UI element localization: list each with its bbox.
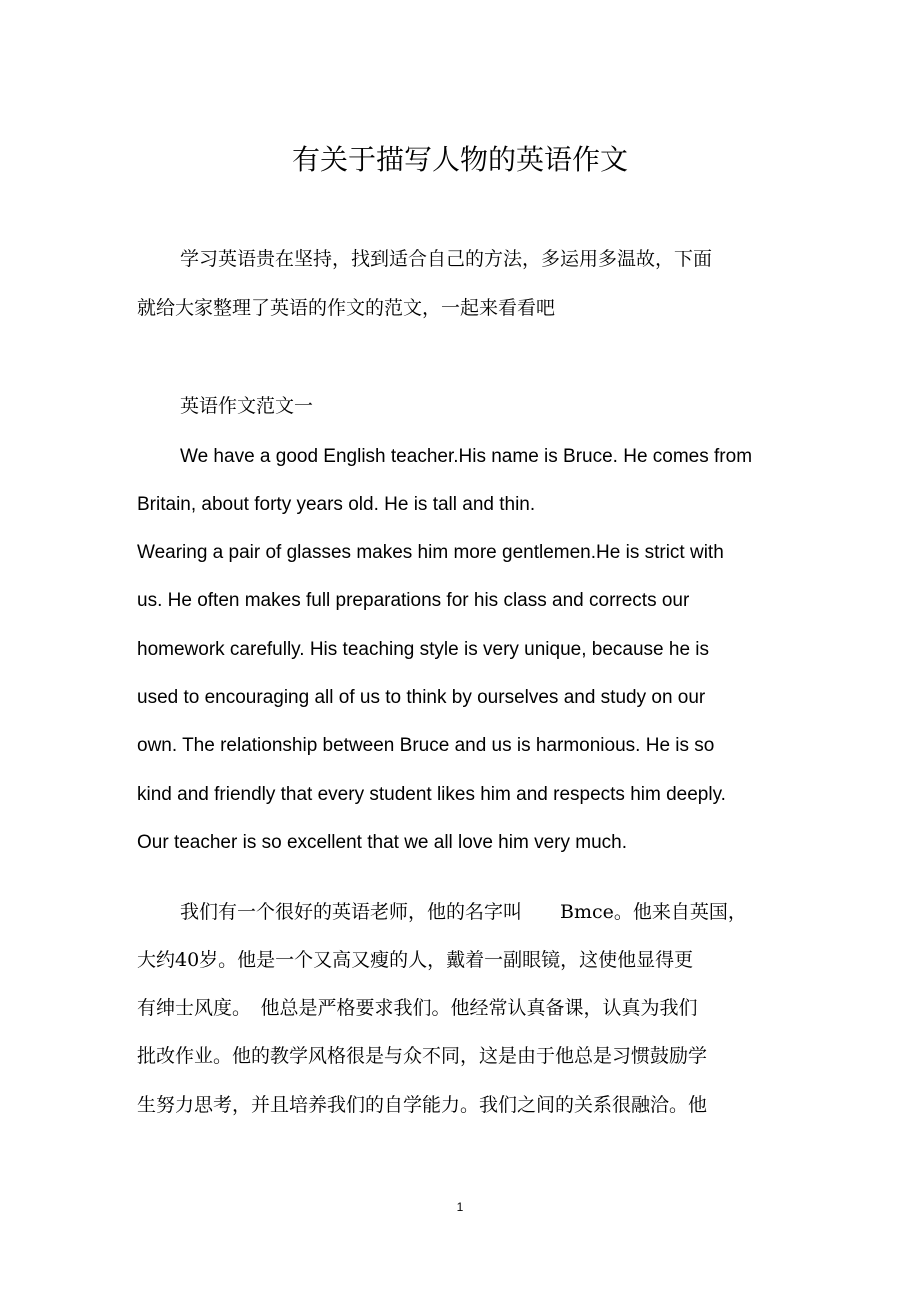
english-line-1: We have a good English teacher.His name is Bruce. He comes from: [180, 446, 753, 467]
intro-line-1: 学习英语贵在坚持，找到适合自己的方法，多运用多温故，下面: [180, 248, 713, 270]
page-number: 1: [456, 1200, 464, 1214]
chinese-line-4: 批改作业。他的教学风格很是与众不同，这是由于他总是习惯鼓励学: [137, 1045, 708, 1067]
chinese-line-2: 大约40岁。他是一个又高又瘦的人，戴着一副眼镜，这使他显得更: [137, 949, 694, 971]
english-line-5: homework carefully. His teaching style is very unique, because he is: [137, 639, 710, 660]
intro-line-2: 就给大家整理了英语的作文的范文，一起来看看吧: [137, 297, 556, 319]
english-line-4: us. He often makes full preparations for his class and corrects our: [137, 590, 690, 611]
chinese-line-3: 有绅士风度。 他总是严格要求我们。他经常认真备课，认真为我们: [137, 997, 698, 1019]
chinese-line-5: 生努力思考，并且培养我们的自学能力。我们之间的关系很融洽。他: [137, 1094, 708, 1116]
chinese-line-1: 我们有一个很好的英语老师，他的名字叫 Bmce。他来自英国，: [180, 901, 747, 923]
english-line-3: Wearing a pair of glasses makes him more gentlemen.He is strict with: [137, 542, 724, 563]
english-line-9: Our teacher is so excellent that we all love him very much.: [137, 832, 627, 853]
english-line-2: Britain, about forty years old. He is tall and thin.: [137, 494, 536, 515]
english-line-6: used to encouraging all of us to think by ourselves and study on our: [137, 687, 706, 708]
english-line-8: kind and friendly that every student likes him and respects him deeply.: [137, 784, 726, 805]
document-title: 有关于描写人物的英语作文: [291, 143, 628, 176]
section-heading: 英语作文范文一: [180, 395, 314, 417]
english-line-7: own. The relationship between Bruce and us is harmonious. He is so: [137, 735, 715, 756]
